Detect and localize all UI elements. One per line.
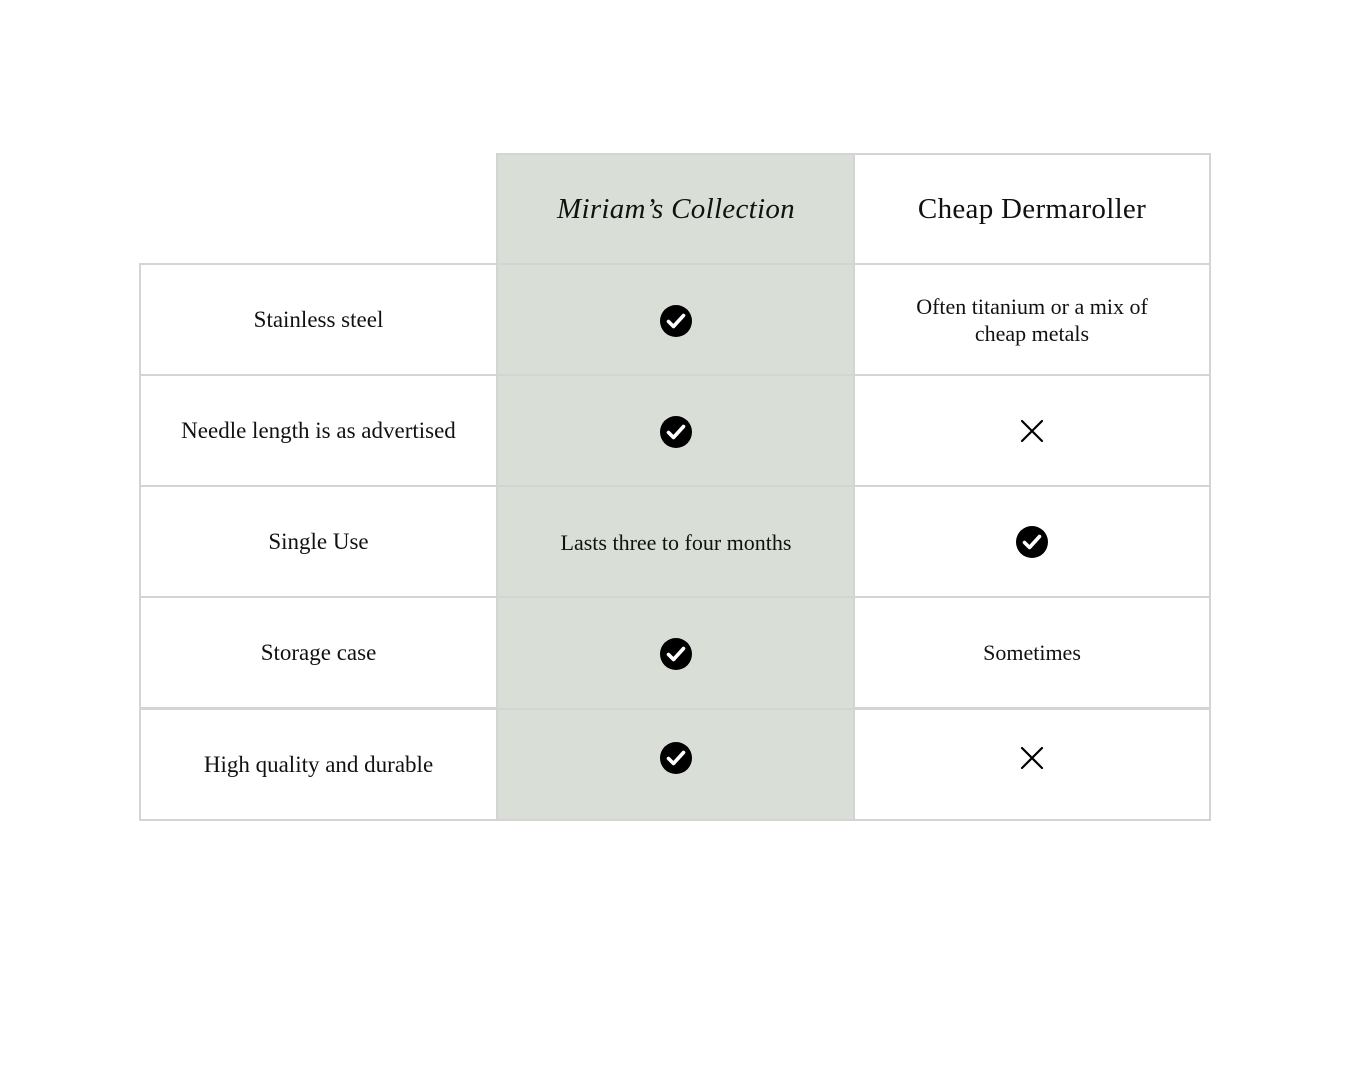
cheap-cell <box>853 374 1211 487</box>
header-cell-miriams-collection <box>496 153 854 264</box>
cheap-value: Sometimes <box>983 640 1081 665</box>
feature-cell <box>139 596 498 709</box>
cheap-cell <box>853 485 1211 598</box>
miriams-value: Lasts three to four months <box>560 530 792 555</box>
cheap-value: Often titanium or a mix of cheap metals <box>916 293 1148 346</box>
cheap-cell <box>853 263 1211 376</box>
feature-label: Stainless steel <box>253 307 384 332</box>
check-circle-icon <box>659 415 693 449</box>
feature-cell <box>139 263 498 376</box>
miriams-cell <box>496 263 854 376</box>
miriams-cell <box>496 374 854 487</box>
check-circle-icon <box>1015 525 1049 559</box>
x-icon <box>1020 419 1044 443</box>
miriams-cell <box>496 708 854 821</box>
x-icon <box>1020 746 1044 770</box>
header-cheap-dermaroller: Cheap Dermaroller <box>917 192 1147 225</box>
feature-cell <box>139 485 498 598</box>
comparison-table <box>139 153 1211 821</box>
feature-cell <box>139 374 498 487</box>
header-miriams-collection: Miriam’s Collection <box>557 193 795 225</box>
cheap-cell <box>853 596 1211 709</box>
feature-cell <box>139 708 498 821</box>
cheap-cell <box>853 708 1211 821</box>
check-circle-icon <box>659 304 693 338</box>
feature-label: High quality and durable <box>203 752 434 777</box>
feature-label: Storage case <box>260 640 377 665</box>
feature-label: Needle length is as advertised <box>181 418 456 443</box>
miriams-cell <box>496 485 854 598</box>
header-cell-cheap-dermaroller <box>853 153 1211 265</box>
check-circle-icon <box>659 637 693 671</box>
miriams-cell <box>496 596 854 709</box>
feature-label: Single Use <box>268 529 369 554</box>
check-circle-icon <box>659 741 693 775</box>
